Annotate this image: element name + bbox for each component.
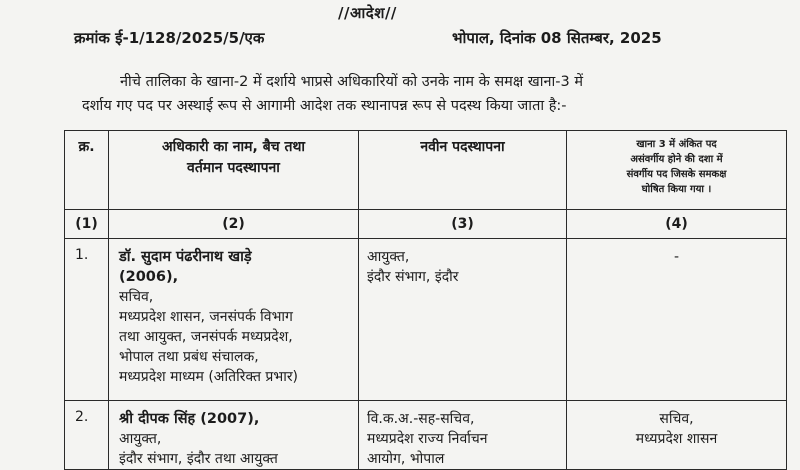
- intro-line-1: नीचे तालिका के खाना-2 में दर्शाये भाप्रसे अधिकारियों को उनके नाम के समक्ष खाना-3 में: [120, 74, 583, 90]
- header-note-line-1: खाना 3 में अंकित पद: [636, 139, 717, 150]
- officer-cell: [109, 401, 359, 470]
- column-number-row: [65, 210, 787, 239]
- intro-line-2: दर्शाय गए पद पर अस्थाई रूप से आगामी आदेश तक स्थानापन्न रूप से पदस्थ किया जाता है:-: [82, 98, 567, 114]
- column-number: (2): [109, 210, 359, 239]
- new-posting-cell: [359, 239, 567, 401]
- order-number: क्रमांक ई-1/128/2025/5/एक: [74, 29, 265, 47]
- header-note-line-4: घोषित किया गया ।: [641, 184, 712, 195]
- officer-name: डॉ. सुदाम पंढरीनाथ खाड़े: [119, 249, 252, 265]
- column-number: (1): [65, 210, 109, 239]
- header-equivalent-note: [567, 131, 787, 210]
- equivalent-line: सचिव,: [659, 411, 694, 427]
- equivalent-cell: [567, 401, 787, 470]
- current-posting-line: तथा आयुक्त, जनसंपर्क मध्यप्रदेश,: [119, 329, 293, 345]
- header-note-line-3: संवर्गीय पद जिसके समकक्ष: [626, 169, 727, 180]
- place-and-date: भोपाल, दिनांक 08 सितम्बर, 2025: [452, 29, 662, 47]
- officer-cell: [109, 239, 359, 401]
- header-officer-line-1: अधिकारी का नाम, बैच तथा: [161, 139, 306, 155]
- header-officer-line-2: वर्तमान पदस्थापना: [187, 160, 280, 176]
- row-serial: 2.: [65, 401, 109, 470]
- table-row: [65, 401, 787, 470]
- header-note-line-2: असंवर्गीय होने की दशा में: [630, 154, 723, 165]
- posting-table: [64, 130, 787, 470]
- current-posting-line: सचिव,: [119, 289, 154, 305]
- new-posting-cell: [359, 401, 567, 470]
- current-posting-line: मध्यप्रदेश शासन, जनसंपर्क विभाग: [119, 309, 293, 325]
- officer-name: श्री दीपक सिंह (2007),: [119, 411, 260, 427]
- officer-batch: (2006),: [119, 269, 179, 285]
- order-heading: //आदेश//: [338, 4, 397, 22]
- new-posting-line: आयोग, भोपाल: [367, 451, 445, 467]
- equivalent-cell: [567, 239, 787, 401]
- header-officer: [109, 131, 359, 210]
- new-posting-line: मध्यप्रदेश राज्य निर्वाचन: [367, 431, 488, 447]
- current-posting-line: मध्यप्रदेश माध्यम (अतिरिक्त प्रभार): [119, 369, 299, 385]
- current-posting-line: आयुक्त,: [119, 431, 162, 447]
- new-posting-line: वि.क.अ.-सह-सचिव,: [367, 411, 475, 427]
- current-posting-line: इंदौर संभाग, इंदौर तथा आयुक्त: [119, 451, 278, 467]
- table-header-row: [65, 131, 787, 210]
- equivalent-line: -: [673, 249, 680, 265]
- header-new-posting: नवीन पदस्थापना: [359, 131, 567, 210]
- row-serial: 1.: [65, 239, 109, 401]
- header-serial: क्र.: [65, 131, 109, 210]
- column-number: (3): [359, 210, 567, 239]
- new-posting-line: इंदौर संभाग, इंदौर: [367, 269, 459, 285]
- intro-paragraph: [82, 70, 782, 118]
- new-posting-line: आयुक्त,: [367, 249, 410, 265]
- table-row: [65, 239, 787, 401]
- current-posting-line: भोपाल तथा प्रबंध संचालक,: [119, 349, 259, 365]
- column-number: (4): [567, 210, 787, 239]
- equivalent-line: मध्यप्रदेश शासन: [635, 431, 718, 447]
